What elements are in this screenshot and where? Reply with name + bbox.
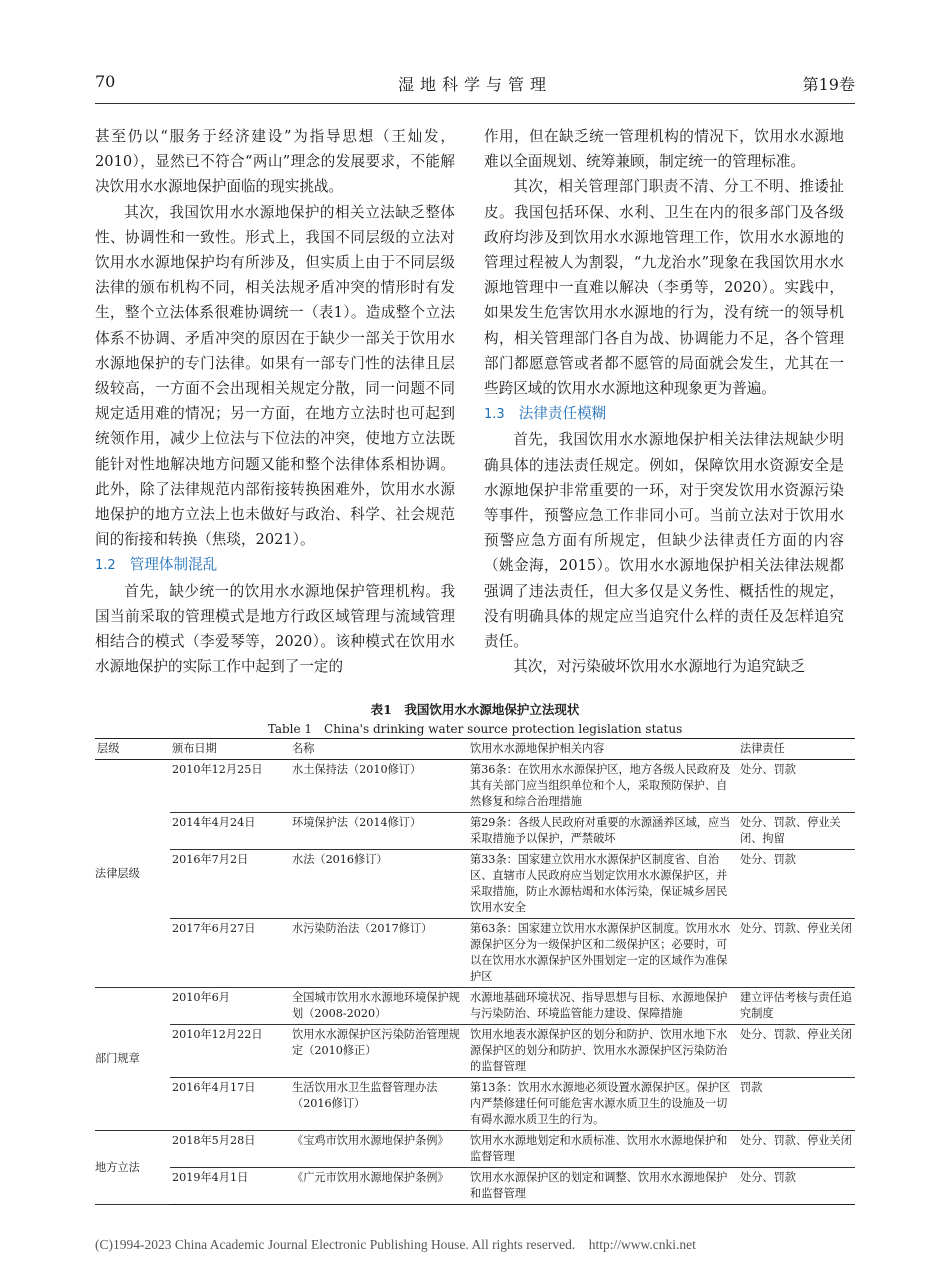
date-cell: 2014年4月24日	[170, 813, 290, 850]
table-row	[95, 988, 855, 1025]
level-cell: 部门规章	[95, 988, 170, 1131]
paragraph: 其次，相关管理部门职责不清、分工不明、推诿扯皮。我国包括环保、水利、卫生在内的很多部门及各级政府均涉及到饮用水水源地管理工作，饮用水水源地的管理过程被人为割裂，“九龙治水”现象在我国饮用水水源地管理中一直难以解决（李勇等，2020）。实践中，如果发生危害饮用水水源地的行为，没有统一的领导机构，相关管理部门各自为战、协调能力不足，各个管理部门都愿意管或者都不愿管的局面就会发生，尤其在一些跨区域的饮用水水源地这种现象更为普遍。	[484, 178, 844, 398]
paragraph: 其次，我国饮用水水源地保护的相关立法缺乏整体性、协调性和一致性。形式上，我国不同层级的立法对饮用水水源地保护均有所涉及，但实质上由于不同层级法律的颁布机构不同，相关法规矛盾冲突的情形时有发生，整个立法体系很难协调统一（表1）。造成整个立法体系不协调、矛盾冲突的原因在于缺少一部关于饮用水水源地保护的专门法律。如果有一部专门性的法律且层级较高，一方面不会出现相关规定分散，同一问题不同规定适用难的情况；另一方面，在地方立法时也可起到统领作用，减少上位法与下位法的冲突，使地方立法既能针对性地解决地方问题又能和整个法律体系相协调。此外，除了法律规范内部衔接转换困难外，饮用水水源地保护的地方立法上也未做好与政治、科学、社会规范间的衔接和转换（焦琰，2021）。	[95, 203, 455, 549]
table-row	[95, 1168, 855, 1205]
table-row	[95, 760, 855, 813]
table-row	[95, 919, 855, 988]
column-header: 饮用水水源地保护相关内容	[468, 739, 738, 760]
name-cell: 环境保护法（2014修订）	[290, 813, 468, 850]
level-cell: 法律层级	[95, 760, 170, 988]
date-cell: 2010年12月25日	[170, 760, 290, 813]
liability-cell: 处分、罚款、停业关闭	[738, 1025, 855, 1078]
liability-cell: 建立评估考核与责任追究制度	[738, 988, 855, 1025]
liability-cell: 处分、罚款	[738, 1168, 855, 1205]
table-row	[95, 1078, 855, 1131]
table-row	[95, 850, 855, 919]
name-cell: 水污染防治法（2017修订）	[290, 919, 468, 988]
header-rule	[95, 103, 855, 104]
section-heading	[95, 552, 455, 578]
paragraph: 首先，缺少统一的饮用水水源地保护管理机构。我国当前采取的管理模式是地方行政区域管理与流域管理相结合的模式（李爱琴等，2020）。该种模式在饮用水水源地保护的实际工作中起到了一定的	[95, 582, 455, 676]
date-cell: 2010年12月22日	[170, 1025, 290, 1078]
content-cell: 饮用水水源地划定和水质标准、饮用水水源地保护和监督管理	[468, 1131, 738, 1168]
name-cell: 水土保持法（2010修订）	[290, 760, 468, 813]
legislation-table	[95, 738, 855, 1205]
date-cell: 2016年7月2日	[170, 850, 290, 919]
table-caption-en: Table 1 China's drinking water source protection legislation status	[267, 722, 683, 736]
volume-label: 第19卷	[802, 75, 855, 94]
paragraph: 作用，但在缺乏统一管理机构的情况下，饮用水水源地难以全面规划、统筹兼顾，制定统一的管理标准。	[484, 128, 844, 171]
liability-cell: 处分、罚款、停业关闭、拘留	[738, 813, 855, 850]
name-cell: 《广元市饮用水源地保护条例》	[290, 1168, 468, 1205]
column-header: 颁布日期	[170, 739, 290, 760]
page-number: 70	[95, 72, 116, 91]
paragraph: 首先，我国饮用水水源地保护相关法律法规缺少明确具体的违法责任规定。例如，保障饮用水资源安全是水源地保护非常重要的一环，对于突发饮用水资源污染等事件，预警应急工作非同小可。当前立法对于饮用水预警应急方面有所规定，但缺少法律责任方面的内容（姚金海，2015）。饮用水水源地保护相关法律法规都强调了违法责任，但大多仅是义务性、概括性的规定，没有明确具体的规定应当追究什么样的责任及怎样追究责任。	[484, 431, 844, 651]
section-heading	[484, 401, 844, 427]
name-cell: 《宝鸡市饮用水源地保护条例》	[290, 1131, 468, 1168]
content-cell: 第36条：在饮用水水源保护区，地方各级人民政府及其有关部门应当组织单位和个人，采取预防保护、自然修复和综合治理措施	[468, 760, 738, 813]
right-column	[484, 124, 844, 679]
column-header: 名称	[290, 739, 468, 760]
date-cell: 2010年6月	[170, 988, 290, 1025]
date-cell: 2018年5月28日	[170, 1131, 290, 1168]
left-column	[95, 124, 455, 679]
content-cell: 第13条：饮用水水源地必须设置水源保护区。保护区内严禁修建任何可能危害水源水质卫生的设施及一切有碍水源水质卫生的行为。	[468, 1078, 738, 1131]
table-caption-zh: 表1 我国饮用水水源地保护立法现状	[370, 702, 580, 717]
content-cell: 饮用水水源保护区的划定和调整、饮用水水源地保护和监督管理	[468, 1168, 738, 1205]
journal-title: 湿地科学与管理	[397, 75, 552, 94]
liability-cell: 罚款	[738, 1078, 855, 1131]
date-cell: 2019年4月1日	[170, 1168, 290, 1205]
date-cell: 2016年4月17日	[170, 1078, 290, 1131]
column-header: 层级	[95, 739, 170, 760]
name-cell: 水法（2016修订）	[290, 850, 468, 919]
content-cell: 第63条：国家建立饮用水水源保护区制度。饮用水水源保护区分为一级保护区和二级保护区；必要时，可以在饮用水水源保护区外围划定一定的区域作为准保护区	[468, 919, 738, 988]
table-row	[95, 1025, 855, 1078]
content-cell: 第29条：各级人民政府对重要的水源涵养区域，应当采取措施予以保护，严禁破坏	[468, 813, 738, 850]
section-number: 1.2	[95, 558, 116, 574]
level-cell: 地方立法	[95, 1131, 170, 1205]
content-cell: 水源地基础环境状况、指导思想与目标、水源地保护与污染防治、环境监管能力建设、保障措施	[468, 988, 738, 1025]
liability-cell: 处分、罚款、停业关闭	[738, 919, 855, 988]
copyright-footer: (C)1994-2023 China Academic Journal Electronic Publishing House. All rights reserved. http://www.cnki.net	[95, 1237, 696, 1252]
table-row	[95, 813, 855, 850]
column-header: 法律责任	[738, 739, 855, 760]
section-title: 管理体制混乱	[129, 556, 218, 574]
liability-cell: 处分、罚款	[738, 760, 855, 813]
name-cell: 全国城市饮用水水源地环境保护规划（2008-2020）	[290, 988, 468, 1025]
name-cell: 生活饮用水卫生监督管理办法（2016修订）	[290, 1078, 468, 1131]
table-row	[95, 1131, 855, 1168]
paragraph: 甚至仍以“服务于经济建设”为指导思想（王灿发，2010），显然已不符合“两山”理念的发展要求，不能解决饮用水水源地保护面临的现实挑战。	[95, 128, 455, 196]
table-header-row	[95, 739, 855, 760]
section-title: 法律责任模糊	[518, 405, 607, 423]
paragraph: 其次，对污染破坏饮用水水源地行为追究缺乏	[513, 658, 806, 676]
liability-cell: 处分、罚款、停业关闭	[738, 1131, 855, 1168]
section-number: 1.3	[484, 407, 505, 423]
date-cell: 2017年6月27日	[170, 919, 290, 988]
content-cell: 第33条：国家建立饮用水水源保护区制度省、自治区、直辖市人民政府应当划定饮用水水源保护区，并采取措施，防止水源枯竭和水体污染，保证城乡居民饮用水安全	[468, 850, 738, 919]
running-header	[95, 72, 855, 102]
liability-cell: 处分、罚款	[738, 850, 855, 919]
content-cell: 饮用水地表水源保护区的划分和防护、饮用水地下水源保护区的划分和防护、饮用水水源保护区污染防治的监督管理	[468, 1025, 738, 1078]
name-cell: 饮用水水源保护区污染防治管理规定（2010修正）	[290, 1025, 468, 1078]
